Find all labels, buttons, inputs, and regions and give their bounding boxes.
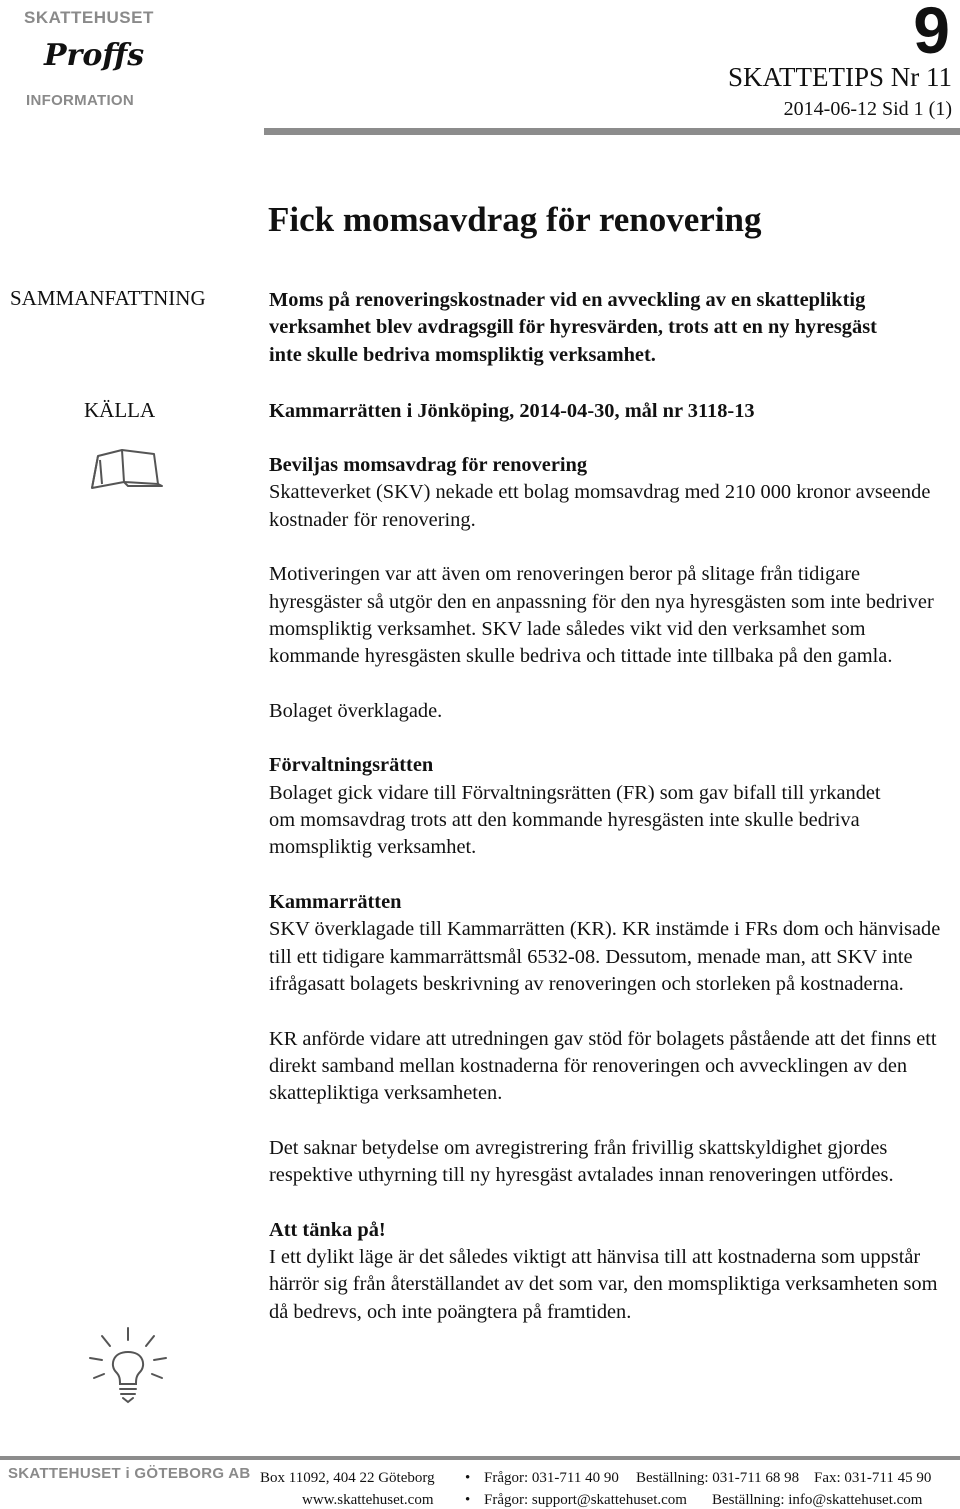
- section-heading-fr: Förvaltningsrätten: [269, 754, 434, 777]
- paragraph-motivation: Motiveringen var att även om renoveringen beror på slitage från tidigare hyresgäster så utgör den en anpassning för den nya hyresgästen som inte bedriver momspliktig verksamhet. SKV lade således vikt vid den verksamhet som kommande hyresgästen skulle bedriva och tittade inte tillbaka på den gamla.: [269, 563, 934, 668]
- paragraph-granted: Skatteverket (SKV) nekade ett bolag momsavdrag med 210 000 kronor avseende kostnader för renovering.: [269, 481, 931, 531]
- paragraph-fr: Bolaget gick vidare till Förvaltningsrätten (FR) som gav bifall till yrkandet om momsavdrag trots att den kommande hyresgästen inte skulle bedriva momspliktig verksamhet.: [269, 781, 881, 859]
- footer-order-phone: Beställning: 031-711 68 98: [636, 1470, 800, 1486]
- brand-script-logo: Proffs: [44, 38, 145, 73]
- brand-subtitle: INFORMATION: [26, 92, 135, 109]
- footer-bullet: •: [465, 1492, 471, 1508]
- page-title: Fick momsavdrag för renovering: [268, 200, 762, 239]
- footer-address: Box 11092, 404 22 Göteborg: [260, 1470, 435, 1486]
- section-heading-think: Att tänka på!: [269, 1218, 386, 1241]
- book-icon: [84, 446, 164, 495]
- footer-website[interactable]: www.skattehuset.com: [302, 1492, 434, 1508]
- footer-rule: [0, 1456, 960, 1460]
- source-label: KÄLLA: [84, 398, 156, 422]
- footer-fax: Fax: 031-711 45 90: [814, 1470, 932, 1486]
- summary-text: Moms på renoveringskostnader vid en avveckling av en skattepliktig verksamhet blev avdragsgill för hyresvärden, trots att en ny hyresgäst inte skulle bedriva momspliktig verksamhet.: [269, 289, 877, 366]
- issue-number: 9: [913, 0, 950, 67]
- paragraph-kr-2: KR anförde vidare att utredningen gav stöd för bolagets påstående att det finns ett direkt samband mellan kostnaderna för renoveringen och avvecklingen av den skattepliktiga verksamheten.: [269, 1027, 937, 1105]
- header-rule: [264, 128, 960, 135]
- lightbulb-icon: [88, 1326, 168, 1411]
- summary-label: SAMMANFATTNING: [10, 286, 206, 310]
- document-series: SKATTETIPS Nr 11: [727, 62, 952, 92]
- footer-company-name: SKATTEHUSET i GÖTEBORG AB: [8, 1465, 251, 1482]
- brand-name: SKATTEHUSET: [24, 8, 154, 27]
- document-date-page: 2014-06-12 Sid 1 (1): [783, 98, 952, 120]
- footer-bullet: •: [465, 1470, 471, 1486]
- section-heading-granted: Beviljas momsavdrag för renovering: [269, 454, 588, 476]
- paragraph-appealed: Bolaget överklagade.: [269, 699, 443, 722]
- footer-questions-phone: Frågor: 031-711 40 90: [484, 1470, 619, 1486]
- paragraph-kr-3: Det saknar betydelse om avregistrering från frivillig skattskyldighet gjordes respektive uthyrning till ny hyresgäst avtalades innan renoveringen utfördes.: [269, 1136, 894, 1187]
- section-heading-kr: Kammarrätten: [269, 890, 402, 913]
- article-body: [269, 452, 949, 1326]
- footer-order-email[interactable]: Beställning: info@skattehuset.com: [712, 1492, 923, 1508]
- footer-questions-email[interactable]: Frågor: support@skattehuset.com: [484, 1492, 687, 1508]
- paragraph-think: I ett dylikt läge är det således viktigt att hänvisa till att kostnaderna som uppstår härrör sig från återställandet av det som var, den momspliktiga verksamheten som då bedrevs, och inte poängtera på framtiden.: [269, 1245, 938, 1323]
- paragraph-kr: SKV överklagade till Kammarrätten (KR). KR instämde i FRs dom och hänvisade till ett tidigare kammarrättsmål 6532-08. Dessutom, menade man, att SKV inte ifrågasatt bolagets beskrivning av renoveringen och storleken på kostnaderna.: [269, 918, 941, 996]
- source-reference: Kammarrätten i Jönköping, 2014-04-30, mål nr 3118-13: [269, 400, 755, 422]
